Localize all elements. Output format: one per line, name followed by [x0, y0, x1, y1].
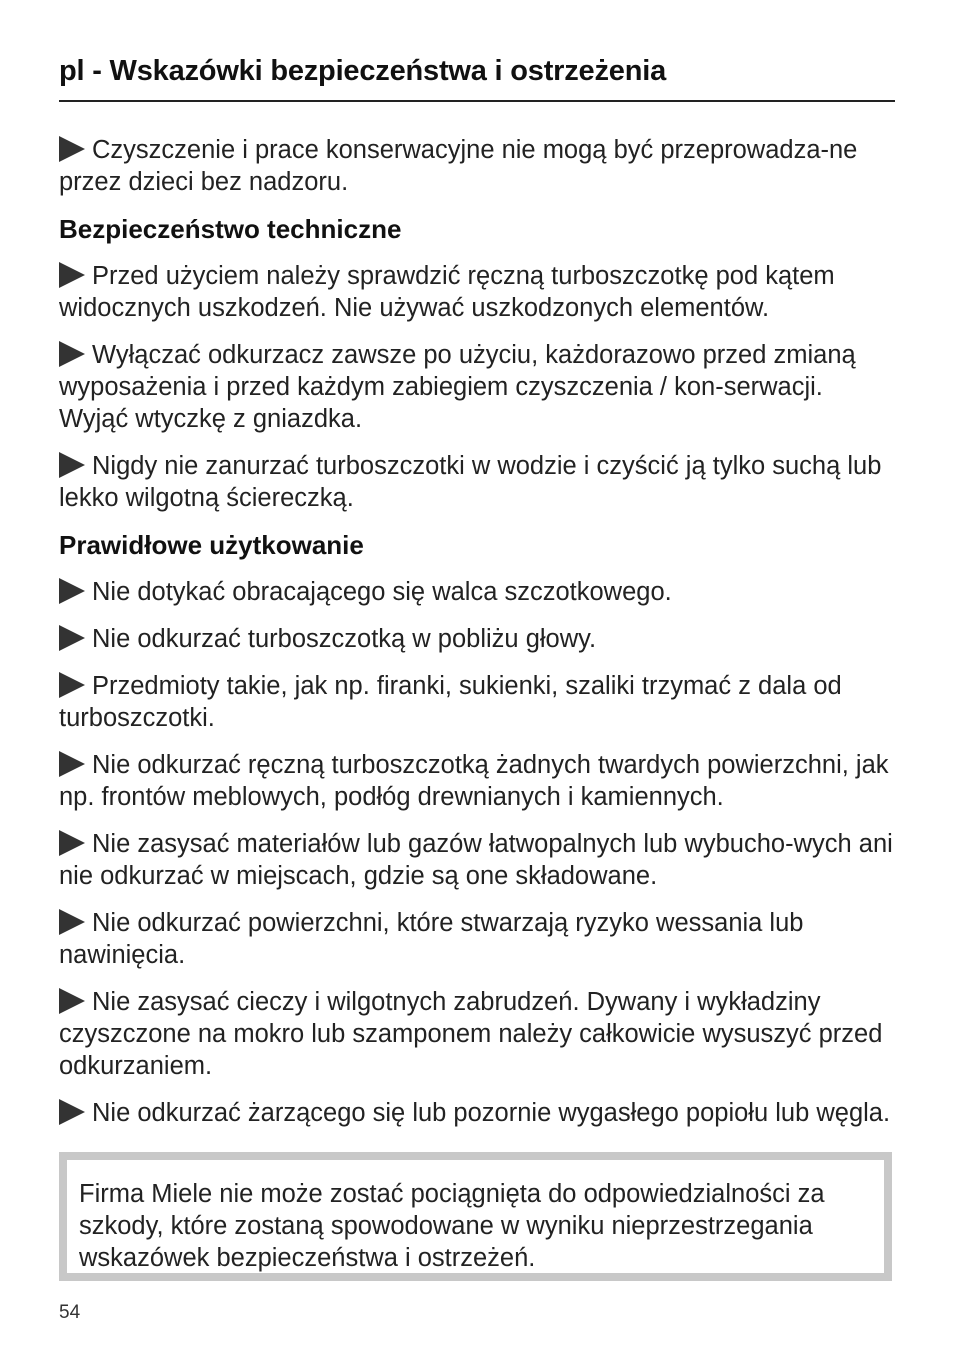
list-item — [59, 134, 895, 198]
list-item — [59, 623, 895, 655]
item-text: Nie zasysać cieczy i wilgotnych zabrudzeń. Dywany i wykładziny czyszczone na mokro lub szamponem należy całkowicie wysuszyć przed odkurzaniem. — [59, 988, 883, 1080]
list-item — [59, 1097, 895, 1129]
item-text: Nigdy nie zanurzać turboszczotki w wodzie i czyścić ją tylko suchą lub lekko wilgotną ściereczką. — [59, 452, 882, 512]
item-text: Nie odkurzać ręczną turboszczotką żadnych twardych powierzchni, jak np. frontów meblowych, podłóg drewnianych i kamiennych. — [59, 751, 889, 811]
list-item — [59, 828, 895, 892]
bullet-arrow-icon — [59, 988, 85, 1014]
item-text: Nie odkurzać turboszczotką w pobliżu głowy. — [92, 625, 597, 653]
list-item — [59, 907, 895, 971]
list-item — [59, 450, 895, 514]
item-text: Przed użyciem należy sprawdzić ręczną turboszczotkę pod kątem widocznych uszkodzeń. Nie używać uszkodzonych elementów. — [59, 262, 835, 322]
item-text: Czyszczenie i prace konserwacyjne nie mogą być przeprowadza-ne przez dzieci bez nadzoru. — [59, 136, 858, 196]
list-item — [59, 576, 895, 608]
bullet-arrow-icon — [59, 341, 85, 367]
list-item — [59, 260, 895, 324]
item-text: Nie dotykać obracającego się walca szczotkowego. — [92, 578, 672, 606]
item-text: Przedmioty takie, jak np. firanki, sukienki, szaliki trzymać z dala od turboszczotki. — [59, 672, 842, 732]
bullet-arrow-icon — [59, 1099, 85, 1125]
bullet-arrow-icon — [59, 625, 85, 651]
item-text: Nie zasysać materiałów lub gazów łatwopalnych lub wybucho-wych ani nie odkurzać w miejscach, gdzie są one składowane. — [59, 830, 893, 890]
bullet-arrow-icon — [59, 136, 85, 162]
item-text: Wyłączać odkurzacz zawsze po użyciu, każdorazowo przed zmianą wyposażenia i przed każdym zabiegiem czyszczenia / kon-serwacji. Wyjąć wtyczkę z gniazdka. — [59, 341, 856, 433]
bullet-arrow-icon — [59, 830, 85, 856]
bullet-arrow-icon — [59, 672, 85, 698]
notice-text: Firma Miele nie może zostać pociągnięta do odpowiedzialności za szkody, które zostaną spowodowane w wyniku nieprzestrzegania wskazówek bezpieczeństwa i ostrzeżeń. — [79, 1180, 825, 1272]
bullet-arrow-icon — [59, 578, 85, 604]
page-title: pl - Wskazówki bezpieczeństwa i ostrzeżenia — [59, 52, 895, 102]
page-number: 54 — [59, 1302, 81, 1323]
section-heading-proper-use: Prawidłowe użytkowanie — [59, 530, 364, 560]
list-item — [59, 986, 895, 1082]
list-item — [59, 749, 895, 813]
bullet-arrow-icon — [59, 751, 85, 777]
bullet-arrow-icon — [59, 262, 85, 288]
section-heading-technical-safety: Bezpieczeństwo techniczne — [59, 214, 402, 244]
list-item — [59, 670, 895, 734]
page-content — [59, 52, 895, 1144]
bullet-arrow-icon — [59, 909, 85, 935]
item-text: Nie odkurzać żarzącego się lub pozornie wygasłego popiołu lub węgla. — [92, 1099, 891, 1127]
item-text: Nie odkurzać powierzchni, które stwarzają ryzyko wessania lub nawinięcia. — [59, 909, 804, 969]
list-item — [59, 339, 895, 435]
bullet-arrow-icon — [59, 452, 85, 478]
liability-notice-box — [59, 1152, 892, 1281]
